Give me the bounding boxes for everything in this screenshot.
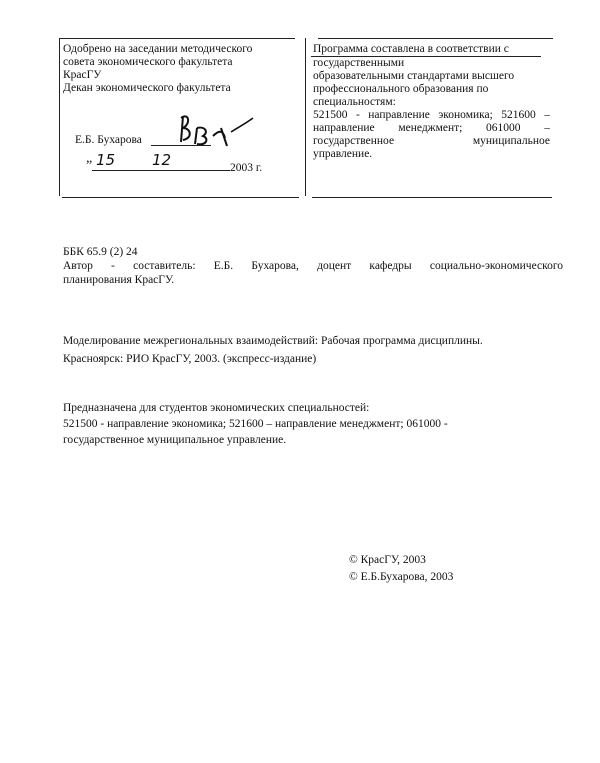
compliance-line-9: управление.	[313, 148, 373, 160]
bottom-rule-right	[312, 197, 552, 198]
compliance-line-1: Программа составлена в соответствии с	[313, 43, 509, 55]
handwritten-signature	[175, 108, 255, 150]
purpose-line-3: государственное муниципальное управление.	[63, 434, 287, 446]
copyright-line-1: © КрасГУ, 2003	[349, 554, 426, 566]
approval-line-2: совета экономического факультета	[63, 56, 233, 68]
compliance-line-7: направление менеджмент; 061000 –	[313, 122, 550, 134]
author-line-2: планирования КрасГУ.	[63, 274, 175, 286]
date-open-quote: „	[86, 151, 93, 166]
publication-title-line-1: Моделирование межрегиональных взаимодействий: Рабочая программа дисциплины.	[63, 335, 483, 347]
purpose-line-1: Предназначена для студентов экономических специальностей:	[63, 402, 370, 414]
copyright-line-2: © Е.Б.Бухарова, 2003	[349, 571, 454, 583]
date-underline	[92, 170, 230, 171]
compliance-line-8: государственное муниципальное	[313, 135, 550, 147]
approval-line-3: КрасГУ	[63, 69, 102, 81]
compliance-line-4: профессионального образования по	[313, 83, 489, 95]
approval-line-1: Одобрено на заседании методического	[63, 43, 253, 55]
author-line-1: Автор - составитель: Е.Б. Бухарова, доцент кафедры социально-экономического	[63, 260, 563, 272]
purpose-line-2: 521500 - направление экономика; 521600 – направление менеджмент; 061000 -	[63, 418, 448, 430]
top-rule-right	[318, 38, 553, 39]
approval-line-4: Декан экономического факультета	[63, 82, 231, 94]
date-day: 15	[96, 151, 116, 169]
date-month: 12	[152, 151, 172, 169]
compliance-line-3: образовательными стандартами высшего	[313, 70, 515, 82]
center-frame-vertical	[305, 38, 306, 196]
compliance-line-5: специальностям:	[313, 96, 396, 108]
compliance-line-2: государственными	[313, 57, 405, 69]
bbk-code: ББК 65.9 (2) 24	[63, 246, 138, 258]
left-frame-vertical	[59, 38, 60, 196]
compliance-line-6: 521500 - направление экономика; 521600 –	[313, 109, 550, 121]
publication-title-line-2: Красноярск: РИО КрасГУ, 2003. (экспресс-издание)	[63, 353, 317, 365]
top-rule-left	[60, 38, 295, 39]
date-year: 2003 г.	[230, 162, 263, 174]
signer-name: Е.Б. Бухарова	[75, 134, 142, 146]
bottom-rule-left	[62, 197, 299, 198]
